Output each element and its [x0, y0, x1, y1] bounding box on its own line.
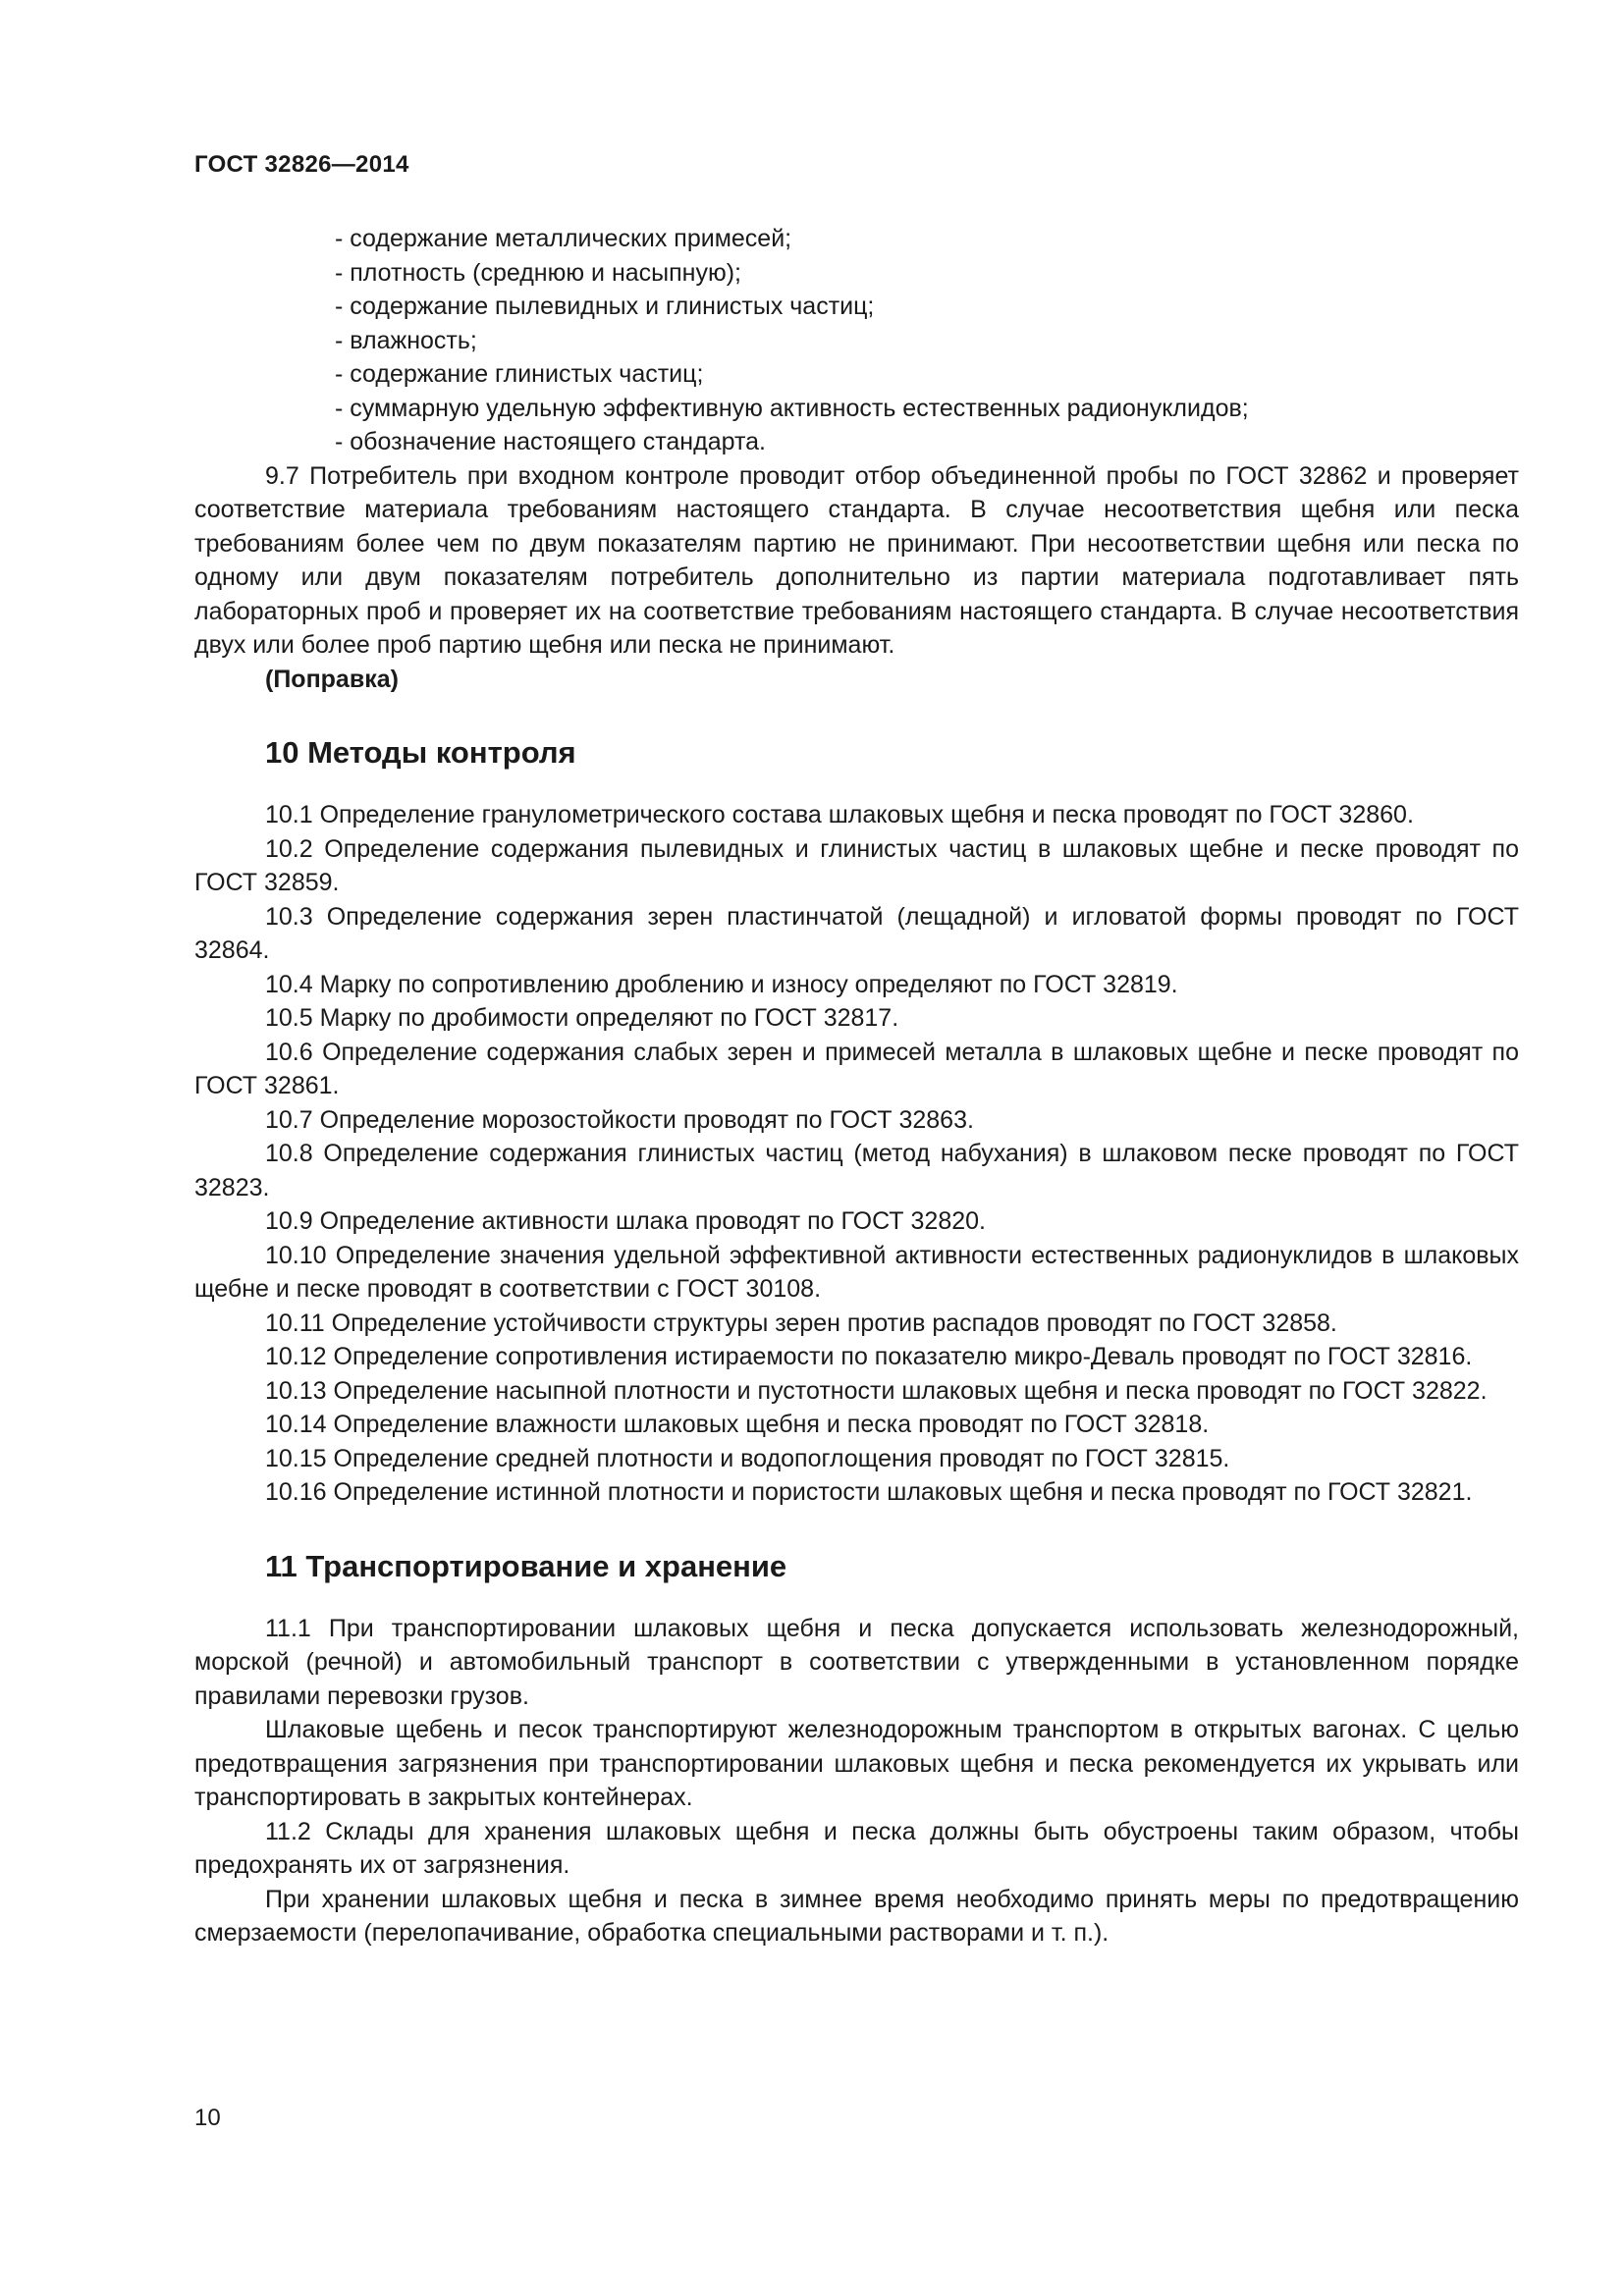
- list-item: - плотность (среднюю и насыпную);: [335, 258, 741, 287]
- clause-10-8: 10.8 Определение содержания глинистых частиц (метод набухания) в шлаковом песке проводят по ГОСТ 32823.: [194, 1140, 1519, 1201]
- clause-10-15: 10.15 Определение средней плотности и водопоглощения проводят по ГОСТ 32815.: [265, 1444, 1230, 1472]
- list-item: - суммарную удельную эффективную активность естественных радионуклидов;: [335, 394, 1249, 422]
- list-item: - содержание пылевидных и глинистых частиц;: [335, 293, 875, 320]
- list-item: - содержание глинистых частиц;: [335, 360, 704, 388]
- clause-10-12: 10.12 Определение сопротивления истираемости по показателю микро-Деваль проводят по ГОСТ 32816.: [265, 1343, 1473, 1370]
- clause-10-3: 10.3 Определение содержания зерен пластинчатой (лещадной) и игловатой формы проводят по ГОСТ 32864.: [194, 902, 1519, 964]
- document-code-header: ГОСТ 32826—2014: [194, 151, 409, 178]
- clause-10-5: 10.5 Марку по дробимости определяют по ГОСТ 32817.: [265, 1004, 899, 1032]
- clause-10-7: 10.7 Определение морозостойкости проводят по ГОСТ 32863.: [265, 1105, 974, 1134]
- section-10-title: 10 Методы контроля: [265, 735, 576, 770]
- clause-11-1-paragraph: Шлаковые щебень и песок транспортируют железнодорожным транспортом в открытых вагонах. С целью предотвращения загрязнения при транспортировании шлаковых щебня и песка рекомендуется их укрывать или транспортировать в закрытых контейнерах.: [194, 1716, 1519, 1811]
- section-10-body: [194, 798, 1519, 1510]
- list-item: - влажность;: [335, 326, 477, 354]
- clause-11-1: 11.1 При транспортировании шлаковых щебня и песка допускается использовать железнодорожный, морской (речной) и автомобильный транспорт в соответствии с утвержденными в установленном порядке правилами перевозки грузов.: [194, 1614, 1519, 1710]
- clause-10-1: 10.1 Определение гранулометрического состава шлаковых щебня и песка проводят по ГОСТ 32860.: [265, 801, 1414, 828]
- page-number: 10: [194, 2105, 221, 2131]
- clause-10-9: 10.9 Определение активности шлака проводят по ГОСТ 32820.: [265, 1207, 986, 1235]
- clause-10-4: 10.4 Марку по сопротивлению дроблению и износу определяют по ГОСТ 32819.: [265, 970, 1178, 998]
- requirements-list: [194, 222, 1519, 459]
- section-11-body: [194, 1612, 1519, 1950]
- clause-10-16: 10.16 Определение истинной плотности и пористости шлаковых щебня и песка проводят по ГОСТ 32821.: [265, 1478, 1473, 1506]
- clause-9-7: 9.7 Потребитель при входном контроле проводит отбор объединенной пробы по ГОСТ 32862 и проверяет соответствие материала требованиям настоящего стандарта. В случае несоответствия щебня или песка требованиям более чем по двум показателям партию не принимают. При несоответствии щебня или песка по одному или двум показателям потребитель дополнительно из партии материала подготавливает пять лабораторных проб и проверяет их на соответствие требованиям настоящего стандарта. В случае несоответствия двух или более проб партию щебня или песка не принимают.: [194, 461, 1519, 659]
- clause-10-13: 10.13 Определение насыпной плотности и пустотности шлаковых щебня и песка проводят по ГОСТ 32822.: [265, 1376, 1488, 1405]
- clause-10-6: 10.6 Определение содержания слабых зерен и примесей металла в шлаковых щебне и песке проводят по ГОСТ 32861.: [194, 1038, 1519, 1099]
- amendment-note: (Поправка): [265, 665, 399, 693]
- section-11-title: 11 Транспортирование и хранение: [265, 1548, 787, 1583]
- clause-10-10: 10.10 Определение значения удельной эффективной активности естественных радионуклидов в шлаковых щебне и песке проводят в соответствии с ГОСТ 30108.: [194, 1241, 1519, 1303]
- clause-11-2-paragraph: При хранении шлаковых щебня и песка в зимнее время необходимо принять меры по предотвращению смерзаемости (перелопачивание, обработка специальными растворами и т. п.).: [194, 1885, 1519, 1947]
- page-content: [194, 222, 1519, 1950]
- list-item: - содержание металлических примесей;: [335, 225, 792, 252]
- list-item: - обозначение настоящего стандарта.: [335, 428, 766, 455]
- clause-10-14: 10.14 Определение влажности шлаковых щебня и песка проводят по ГОСТ 32818.: [265, 1411, 1210, 1438]
- clause-11-2: 11.2 Склады для хранения шлаковых щебня и песка должны быть обустроены таким образом, чтобы предохранять их от загрязнения.: [194, 1817, 1519, 1879]
- clause-10-11: 10.11 Определение устойчивости структуры зерен против распадов проводят по ГОСТ 32858.: [265, 1308, 1337, 1337]
- clause-10-2: 10.2 Определение содержания пылевидных и глинистых частиц в шлаковых щебне и песке проводят по ГОСТ 32859.: [194, 834, 1519, 896]
